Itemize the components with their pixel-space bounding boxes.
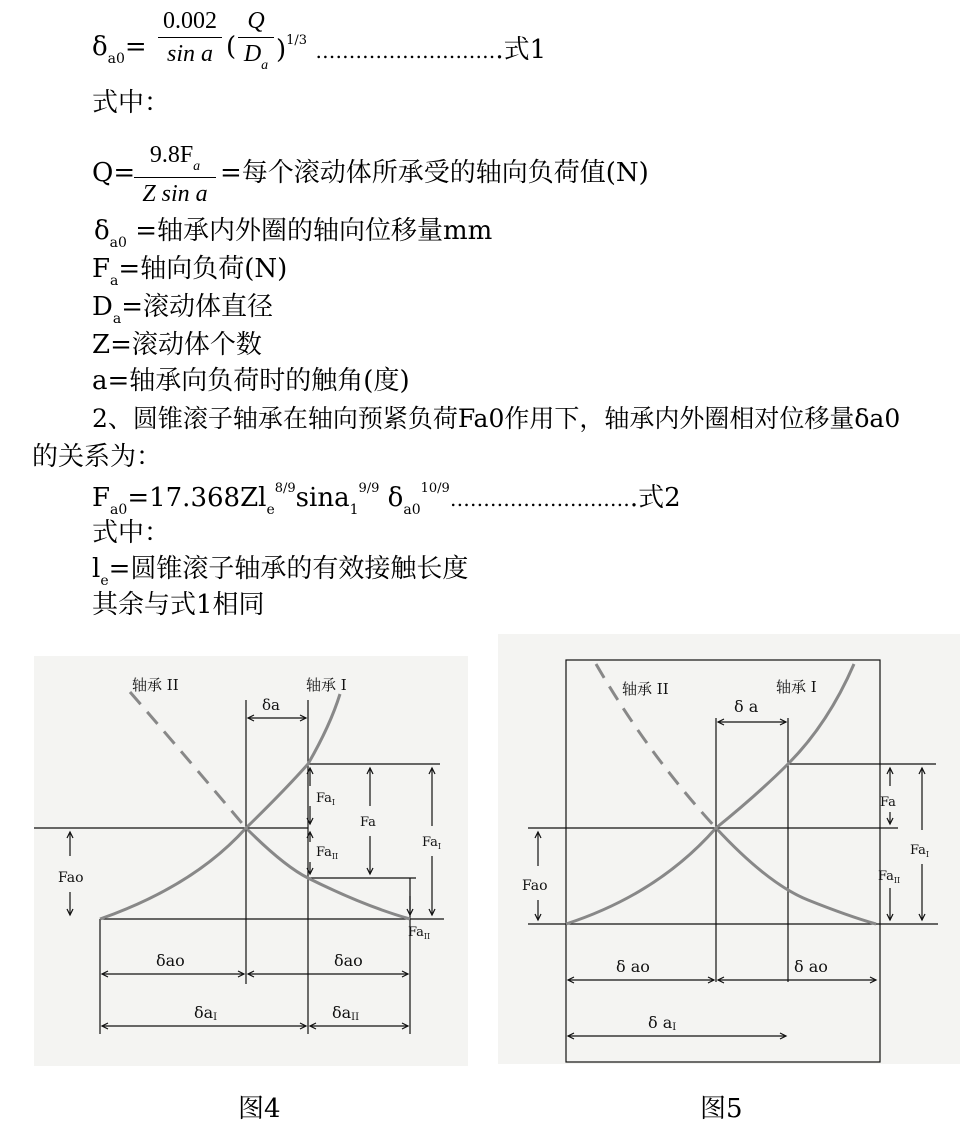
fig4-fa-label: Fa	[360, 815, 376, 830]
fig5-dao-right-label: δ ao	[794, 957, 828, 976]
fig5-fa-label: Fa	[880, 795, 896, 810]
formula1-inner-fraction	[238, 8, 274, 74]
formula1-inner-num: Q	[247, 8, 265, 34]
fig5-fa0-label: Fao	[522, 878, 548, 894]
figure-4-caption: 图4	[238, 1094, 281, 1124]
where-label-2: 式中：	[92, 518, 171, 548]
figure-5	[498, 634, 960, 1064]
def-delta: $\delta_{a0}$ =轴承内外圈的轴向位移量mm	[94, 216, 493, 251]
q-def-lhs: Q=	[92, 158, 136, 188]
formula1-frac-num: 0.002	[163, 8, 217, 34]
para2-line1: 2、圆锥滚子轴承在轴向预紧负荷Fa0作用下，轴承内外圈相对位移量δa0	[92, 404, 901, 433]
def-a: a=轴承向负荷时的触角(度)	[92, 366, 410, 396]
fig4-fa1-small-label: $Fa_I$	[316, 791, 336, 807]
formula1-paren-open: (	[226, 32, 237, 62]
formula-2: $F_{a0}=17.368Zl_e^{8/9}\sin a_1^{9/9}$ $\delta_{a0}^{10/9}\dots\dots\dots\dots\dots\dots\dots\dots\dots$.式2	[92, 481, 681, 518]
formula1-label: .式1	[495, 35, 547, 65]
formula1-lhs-sub: a0	[107, 51, 125, 67]
fig4-bearing1-label: 轴承 I	[306, 676, 347, 694]
q-def-rhs: =每个滚动体所承受的轴向负荷值(N)	[220, 158, 649, 188]
para2-line2: 的关系为：	[32, 442, 163, 472]
formula1-dots: ………………………	[315, 39, 496, 63]
def-le: $l_e=$圆锥滚子轴承的有效接触长度	[92, 554, 469, 589]
def-z: Z=滚动体个数	[92, 330, 262, 360]
def-da: $D_a=$滚动体直径	[92, 292, 274, 327]
formula-1	[92, 34, 147, 66]
def-fa: $F_a=$轴向负荷(N)	[92, 254, 288, 289]
q-def-den: Z sin a	[142, 181, 208, 208]
formula1-eq: =	[124, 32, 147, 62]
formula1-inner-den: $D_a$	[243, 41, 269, 74]
fig4-fa2-right-label: $Fa_{II}$	[408, 925, 431, 941]
formula1-exp: 1/3	[286, 33, 308, 48]
fig4-fa1-big-label: $Fa_I$	[422, 835, 442, 851]
formula1-fraction	[158, 8, 222, 68]
rest-note: 其余与式1相同	[92, 590, 265, 620]
fig4-fa2-small-label: $Fa_{II}$	[316, 845, 339, 861]
fig4-bearing2-label: 轴承 II	[132, 676, 179, 694]
fig5-fa1-label: $Fa_I$	[910, 843, 930, 859]
fig4-delta-a-label: δa	[262, 696, 280, 714]
fig5-bearing2-label: 轴承 II	[622, 680, 669, 698]
fig5-dao-left-label: δ ao	[616, 957, 650, 976]
figure-4	[34, 656, 468, 1066]
q-def-num: $9.8F_a$	[149, 142, 201, 174]
formula1-tail: )$^{1/3}$ ……………………….式1	[276, 33, 547, 65]
formula1-lhs: δ	[92, 32, 108, 62]
fig4-da2-label: δaII	[332, 1003, 360, 1023]
fig4-dao-right-label: δao	[334, 951, 363, 970]
fig5-bearing1-label: 轴承 I	[776, 678, 817, 696]
formula1-frac-den: sin a	[166, 41, 213, 68]
fig4-fa0-label: Fao	[58, 870, 84, 886]
fig5-da1-label: δ aI	[648, 1013, 677, 1033]
figure-5-caption: 图5	[700, 1094, 743, 1124]
q-def-fraction	[134, 142, 216, 208]
fig5-delta-a-label: δ a	[734, 697, 759, 716]
fig4-da1-label: δaI	[194, 1003, 218, 1023]
fig4-dao-left-label: δao	[156, 951, 185, 970]
fig5-fa2-label: $Fa_{II}$	[878, 869, 901, 885]
where-label-1: 式中：	[92, 88, 171, 118]
